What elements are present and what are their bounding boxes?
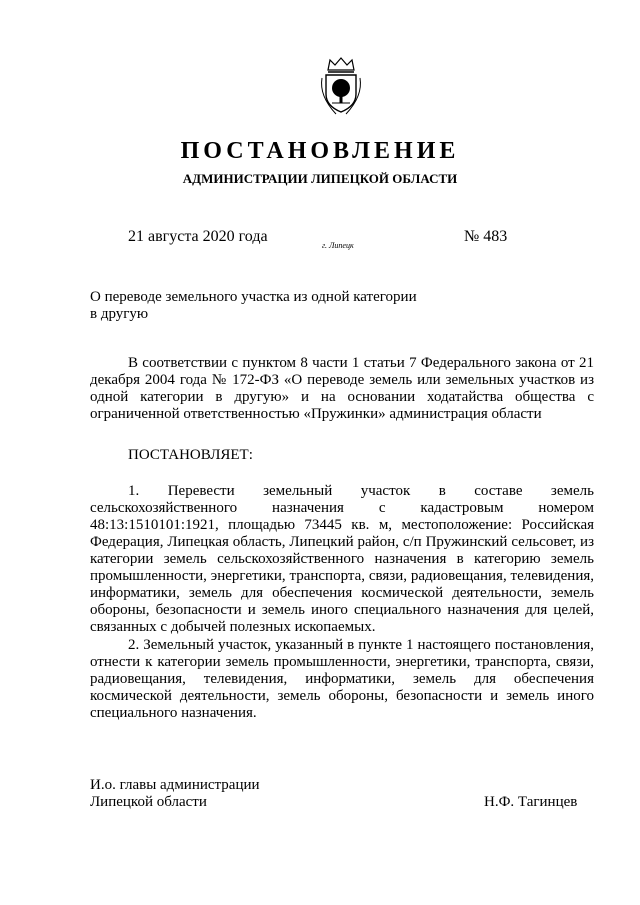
signatory-position-line-1: И.о. главы администрации: [90, 777, 260, 793]
document-city: г. Липецк: [322, 241, 354, 250]
resolves-heading: ПОСТАНОВЛЯЕТ:: [128, 447, 253, 463]
document-date: 21 августа 2020 года: [128, 228, 268, 245]
signatory-position-line-2: Липецкой области: [90, 794, 207, 810]
emblem-icon: [318, 56, 364, 116]
subject-line-1: О переводе земельного участка из одной категории: [90, 289, 417, 305]
signatory-name: Н.Ф. Тагинцев: [484, 794, 578, 810]
resolution-item-1: 1. Перевести земельный участок в составе земель сельскохозяйственного назначения с кадастровым номером 48:13:1510101:1921, площадью 73445 кв. м, местоположение: Российская Федерация, Липецкая область, Липецкий район, с/п Пружинский сельсовет, из категории земель сельскохозяйственного назначения в категорию земель промышленности, энергетики, транспорта, связи, радиовещания, телевидения, информатики, земель для обеспечения космической деятельности, земель обороны, безопасности и земель иного специального назначения для целей, связанных с добычей полезных ископаемых.: [90, 483, 594, 635]
subject-line-2: в другую: [90, 306, 149, 322]
document-subject: [90, 289, 450, 323]
resolution-item-2: 2. Земельный участок, указанный в пункте 1 настоящего постановления, отнести к категории земель промышленности, энергетики, транспорта, связи, радиовещания, телевидения, информатики, земель для обеспечения космической деятельности, земель обороны, безопасности и земель иного специального назначения.: [90, 637, 594, 721]
document-number: № 483: [464, 228, 508, 245]
document-title: ПОСТАНОВЛЕНИЕ: [180, 138, 460, 164]
preamble-paragraph: В соответствии с пунктом 8 части 1 статьи 7 Федерального закона от 21 декабря 2004 года № 172-ФЗ «О переводе земель или земельных участков из одной категории в другую» и на основании ходатайства общества с ограниченной ответственностью «Пружинки» администрация области: [90, 355, 594, 422]
signatory-position: [90, 777, 260, 811]
document-issuer: АДМИНИСТРАЦИИ ЛИПЕЦКОЙ ОБЛАСТИ: [182, 171, 458, 186]
